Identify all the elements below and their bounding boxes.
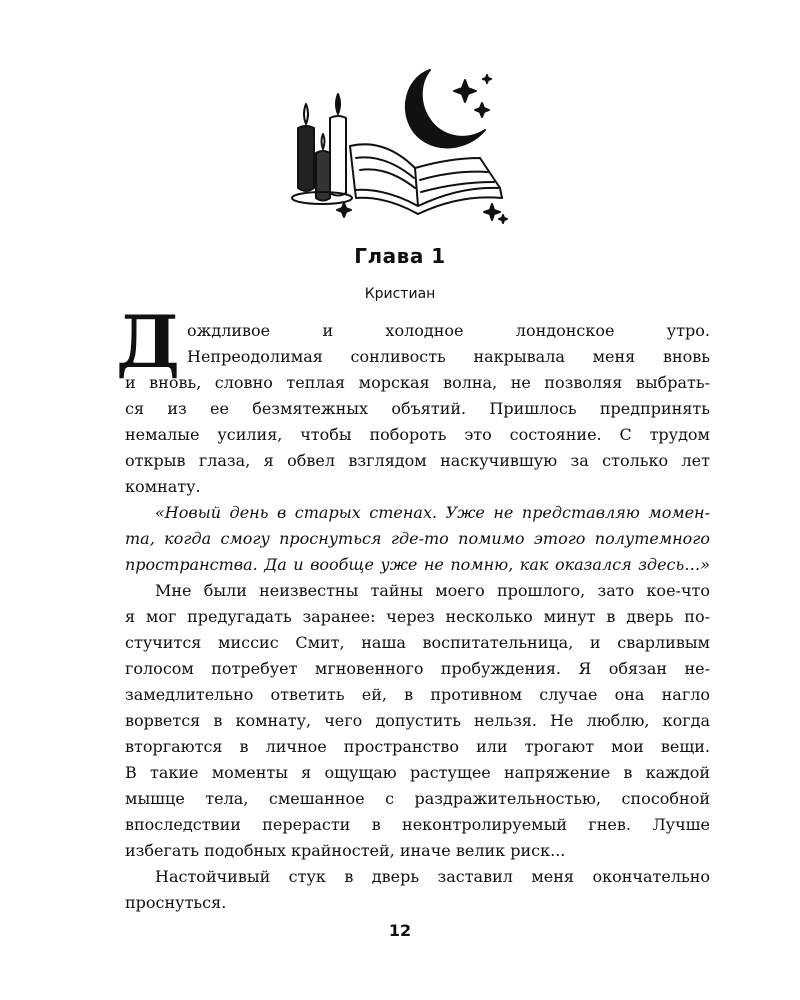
text-line: вторгаются в личное пространство или трогают мои вещи. — [125, 737, 710, 756]
candles-book-moon-illustration — [290, 58, 520, 238]
text-line: голосом потребует мгновенного пробуждения. Я обязан не- — [125, 659, 710, 678]
text-line: комнату. — [125, 477, 201, 496]
text-line: ся из ее безмятежных объятий. Пришлось предпринять — [125, 399, 710, 418]
text-line: я мог предугадать заранее: через несколько минут в дверь по- — [125, 607, 710, 626]
text-line: Мне были неизвестны тайны моего прошлого, зато кое-что — [155, 581, 710, 600]
text-line: В такие моменты я ощущаю растущее напряжение в каждой — [125, 763, 710, 782]
text-line: Настойчивый стук в дверь заставил меня окончательно — [155, 867, 710, 886]
text-line: впоследствии перерасти в неконтролируемый гнев. Лучше — [125, 815, 710, 834]
text-line: немалые усилия, чтобы побороть это состояние. С трудом — [125, 425, 710, 444]
text-line: замедлительно ответить ей, в противном случае она нагло — [125, 685, 710, 704]
text-line: мышце тела, смешанное с раздражительностью, способной — [125, 789, 710, 808]
text-line: избегать подобных крайностей, иначе велик риск... — [125, 841, 566, 860]
text-line: ворвется в комнату, чего допустить нельзя. Не люблю, когда — [125, 711, 710, 730]
chapter-title: Глава 1 — [354, 244, 446, 268]
chapter-subtitle: Кристиан — [364, 286, 436, 302]
text-line: и вновь, словно теплая морская волна, не позволяя выбрать- — [125, 373, 710, 392]
text-line: «Новый день в старых стенах. Уже не представляю момен- — [155, 503, 710, 522]
text-line: та, когда смогу проснуться где-то помимо этого полутемного — [125, 529, 710, 548]
text-line: открыв глаза, я обвел взглядом наскучившую за столько лет — [125, 451, 710, 470]
text-line: проснуться. — [125, 893, 227, 912]
page-number: 12 — [388, 921, 412, 940]
text-line: пространства. Да и вообще уже не помню, как оказался здесь…» — [125, 555, 710, 574]
text-line: стучится миссис Смит, наша воспитательница, и сварливым — [125, 633, 710, 652]
text-line: Непреодолимая сонливость накрывала меня вновь — [187, 347, 710, 366]
text-line: ождливое и холодное лондонское утро. — [187, 321, 710, 340]
drop-cap: Д — [116, 299, 181, 384]
